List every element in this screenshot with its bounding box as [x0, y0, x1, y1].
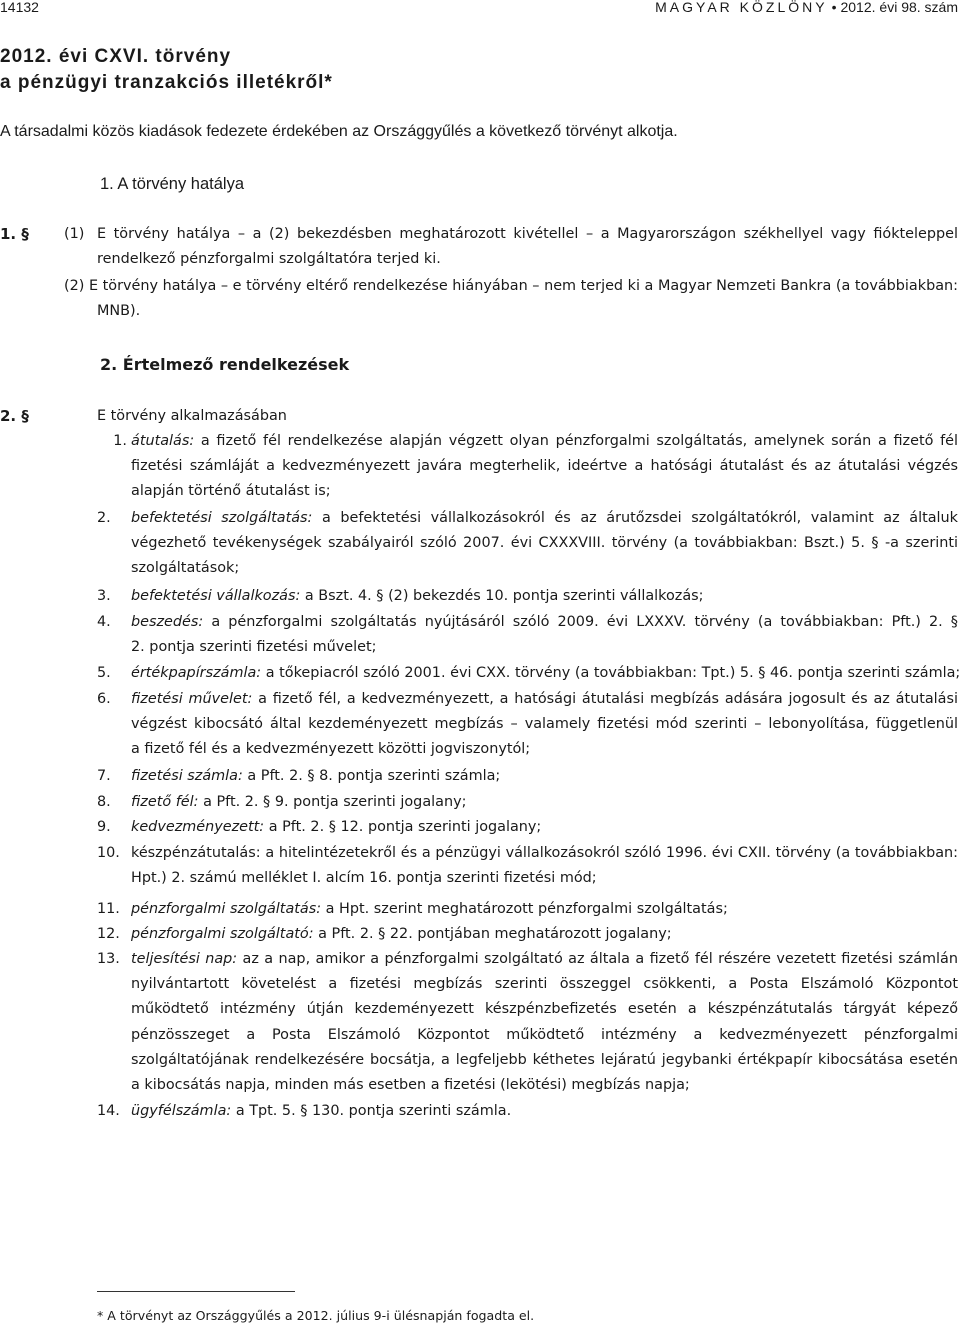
definition-line: [131, 841, 958, 866]
footnote-divider: [97, 1291, 295, 1292]
definition-term: értékpapírszámla:: [131, 665, 262, 681]
footnote: * A törvényt az Országgyűlés a 2012. július 9-i ülésnapján fogadta el.: [97, 1308, 535, 1323]
subsection-2-line-1: (2) E törvény hatálya – e törvény eltérő rendelkezése hiányában – nem terjed ki a Magyar Nemzeti Bankra (a továbbiakban:: [64, 278, 958, 294]
definition-term: teljesítési nap:: [131, 951, 238, 967]
definition-text: szolgáltatójának rendelkezésére bocsátja, a legfeljebb kéthetes lejáratú jegybanki értékpapír kibocsátása esetén: [131, 1051, 958, 1068]
running-title: [655, 0, 958, 14]
definition-text: működtető intézmény útján kezdeményezett készpénzbefizetés esetén a készpénzátutalás tárgyát képező: [131, 1001, 958, 1018]
definition-number: 13.: [97, 951, 120, 967]
definition-line: [131, 687, 958, 712]
definition-line: [131, 556, 239, 581]
definition-line: [131, 610, 958, 635]
definition-line: [131, 1023, 958, 1048]
definition-text: a fizető fél, a kedvezményezett, a hatósági átutalási megbízás adására jogosult és az átutalási: [258, 691, 958, 707]
definition-line: [131, 790, 466, 815]
definition-term: pénzforgalmi szolgáltató:: [131, 926, 314, 942]
definition-term: fizetési számla:: [131, 768, 243, 784]
definition-text: a kibocsátás napja, minden más esetben a fizetési (lekötési) megbízás napja;: [131, 1077, 690, 1093]
definition-text: pénzösszeget a Posta Elszámoló Központot működtető intézmény a kedvezményezett pénzforgalmi: [131, 1026, 958, 1043]
definition-text: nyilvántartott követelést a fizetési megbízás szerinti összeggel csökkenti, a Posta Elszámoló Központot: [131, 976, 958, 993]
definition-line: [131, 815, 541, 840]
bullet-separator: •: [831, 0, 837, 15]
definition-number: 14.: [97, 1103, 120, 1119]
definition-line: [131, 972, 958, 997]
law-title: [0, 44, 333, 96]
definition-text: a befektetési vállalkozásokról és az árutőzsdei szolgáltatókról, valamint az általuk: [321, 510, 958, 526]
definition-line: [131, 764, 500, 789]
definition-text: a fizető fél és a kedvezményezett közötti jogviszonytól;: [131, 741, 531, 758]
definition-line: [131, 737, 530, 762]
definition-line: [131, 454, 958, 479]
definition-term: átutalás:: [131, 433, 195, 449]
page-number: 14132: [0, 0, 39, 15]
definition-text: a Tpt. 5. § 130. pontja szerinti számla.: [235, 1103, 512, 1119]
definition-number: 6.: [97, 691, 111, 707]
definition-text: végezhető tevékenységek szabályairól szóló 2007. évi CXXXVIII. törvény (a továbbiakban: Bszt.) 5. § -a szerinti: [131, 535, 958, 552]
definition-number: 5.: [97, 665, 111, 681]
definition-line: [131, 635, 376, 660]
definition-text: a tőkepiacról szóló 2001. évi CXX. törvény (a továbbiakban: Tpt.) 5. § 46. pontja szerinti számla;: [265, 665, 960, 681]
law-title-line-1: 2012. évi CXVI. törvény: [0, 46, 232, 67]
definition-text: szolgáltatások;: [131, 560, 240, 577]
definition-number: 10.: [97, 845, 120, 861]
definition-line: [131, 1048, 958, 1073]
definition-text: az a nap, amikor a pénzforgalmi szolgáltató az általa a fizető fél részére vezetett fizetési számlán: [242, 951, 958, 967]
definition-text: készpénzátutalás: a hitelintézetekről és a pénzügyi vállalkozásokról szóló 1996. évi CXII. törvény (a továbbiakban:: [131, 845, 958, 861]
definition-term: fizető fél:: [131, 794, 199, 810]
definition-text: alapján történő átutalást is;: [131, 483, 331, 500]
definition-text: a Pft. 2. § 22. pontjában meghatározott jogalany;: [318, 926, 672, 942]
section-heading-2: 2. Értelmező rendelkezések: [100, 355, 350, 374]
paragraph-mark-2: 2. §: [0, 407, 29, 425]
definition-term: ügyfélszámla:: [131, 1103, 232, 1119]
definition-line: [131, 661, 960, 686]
definition-text: a Bszt. 4. § (2) bekezdés 10. pontja szerinti vállalkozás;: [304, 588, 704, 604]
definition-line: [131, 897, 728, 922]
definition-number: 7.: [97, 768, 111, 784]
definition-line: [131, 479, 331, 504]
definition-line: [131, 947, 958, 972]
subsection-2-line-2: MNB).: [97, 303, 141, 319]
definition-line: [131, 531, 958, 556]
paragraph-mark-1: 1. §: [0, 225, 29, 243]
definition-number: 11.: [97, 901, 120, 917]
definition-text: a Pft. 2. § 8. pontja szerinti számla;: [247, 768, 501, 784]
definition-number: 8.: [97, 794, 111, 810]
definition-term: fizetési művelet:: [131, 691, 253, 707]
definition-text: a Pft. 2. § 9. pontja szerinti jogalany;: [203, 794, 467, 810]
definition-term: beszedés:: [131, 614, 204, 630]
subsection-1-line-2: rendelkező pénzforgalmi szolgáltatóra terjed ki.: [97, 251, 441, 267]
definitions-intro: E törvény alkalmazásában: [97, 408, 287, 424]
issue-number: 2012. évi 98. szám: [840, 0, 958, 15]
definition-term: kedvezményezett:: [131, 819, 265, 835]
definition-line: [131, 584, 704, 609]
definition-line: [131, 997, 958, 1022]
definition-text: fizetési számláját a kedvezményezett javára megterhelik, ideértve a hatósági átutalást és az átutalási végzés: [131, 458, 958, 475]
definition-line: [131, 712, 958, 737]
definition-number: 1.: [113, 433, 127, 449]
subsection-1-line-1: E törvény hatálya – a (2) bekezdésben meghatározott kivétellel – a Magyarországon székhellyel vagy fiókteleppel: [97, 226, 958, 242]
law-title-line-2: a pénzügyi tranzakciós illetékről*: [0, 72, 333, 93]
journal-name: MAGYAR KÖZLÖNY: [655, 0, 828, 15]
definition-term: befektetési vállalkozás:: [131, 588, 301, 604]
definition-line: [131, 922, 672, 947]
definition-text: 2. pontja szerinti fizetési művelet;: [131, 639, 377, 656]
definition-number: 9.: [97, 819, 111, 835]
definition-number: 4.: [97, 614, 111, 630]
running-header: [0, 0, 960, 18]
definition-number: 3.: [97, 588, 111, 604]
definition-text: végzést kibocsátó által kezdeményezett megbízás – valamely fizetési mód szerinti – lebonyolítása, függetlenül: [131, 716, 958, 733]
definition-text: a pénzforgalmi szolgáltatás nyújtásáról szóló 2009. évi LXXXV. törvény (a továbbiakban: Pft.) 2. §: [211, 614, 958, 630]
definition-text: a Pft. 2. § 12. pontja szerinti jogalany;: [268, 819, 542, 835]
definition-text: Hpt.) 2. számú melléklet I. alcím 16. pontja szerinti fizetési mód;: [131, 870, 597, 887]
preamble: A társadalmi közös kiadások fedezete érdekében az Országgyűlés a következő törvényt alkotja.: [0, 123, 678, 140]
definition-number: 2.: [97, 510, 111, 526]
definition-term: pénzforgalmi szolgáltatás:: [131, 901, 322, 917]
definition-line: [131, 1073, 690, 1098]
definition-text: a Hpt. szerint meghatározott pénzforgalmi szolgáltatás;: [325, 901, 728, 917]
definition-text: a fizető fél rendelkezése alapján végzett olyan pénzforgalmi szolgáltatás, amelynek során a fizető fél: [200, 433, 958, 449]
definition-number: 12.: [97, 926, 120, 942]
definition-line: [131, 1099, 511, 1124]
definition-line: [131, 506, 958, 531]
definition-line: [131, 429, 958, 454]
definition-term: befektetési szolgáltatás:: [131, 510, 313, 526]
subsection-label-1: (1): [64, 226, 85, 242]
definition-line: [131, 866, 597, 891]
section-heading-1: 1. A törvény hatálya: [100, 175, 245, 193]
